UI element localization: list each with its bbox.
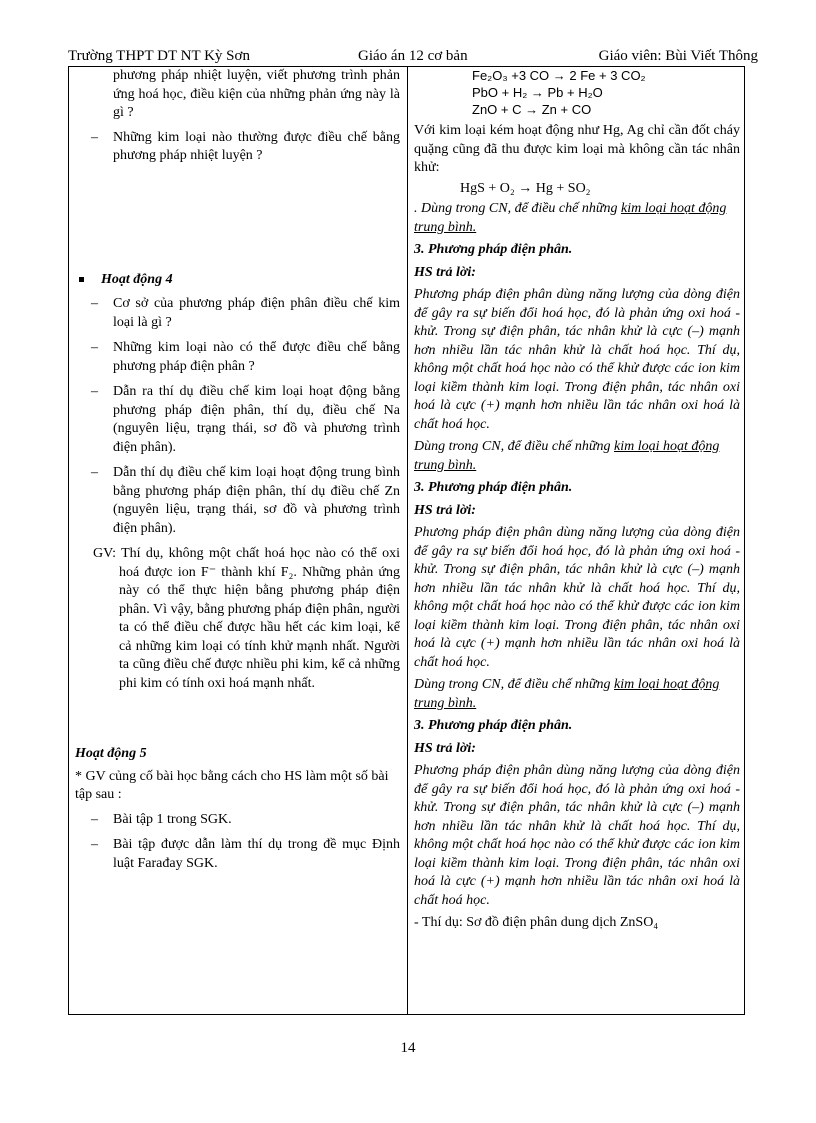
page-header [68,48,758,66]
weak-metals-text: Với kim loại kém hoạt động như Hg, Ag chỉ cần đốt cháy quặng cũng đã thu được kim loại mà không cần tác nhân khử: [414,123,740,175]
intro-continuation: phương pháp nhiệt luyện, viết phương trình phản ứng hoá học, điều kiện của những phản ứng này là gì ? [113,68,400,120]
equation-pbo: PbO + H₂ → Pb + H₂O [472,85,603,100]
student-activity-column [414,67,740,933]
subject-title: Giáo án 12 cơ bản [358,48,468,64]
activity-4-title: Hoạt động 4 [75,271,400,290]
equation-fe2o3: Fe₂O₃ +3 CO → 2 Fe + 3 CO₂ [472,68,646,83]
section-title: 3. Phương pháp điện phân. [414,718,573,733]
section-title: 3. Phương pháp điện phân. [414,242,573,257]
activity-5-intro: * GV củng cố bài học bằng cách cho HS làm một số bài tập sau : [75,768,389,802]
electrolysis-text: Phương pháp điện phân dùng năng lượng của dòng điện để gây ra sự biến đổi hoá học, đó là phản ứng oxi hoá - khử. Trong sự điện phân, tác nhân khử là cực (–) mạnh hơn nhiều lần tác nhân khử là chất hoá học. Thí dụ, không một chất hoá học nào có thể khử được các ion kim loại kiềm thành kim loại. Trong điện phân, tác nhân oxi hoá là cực (+) mạnh hơn nhiều lần tác nhân oxi hoá là chất hoá học. [414,525,740,670]
use-note [414,676,740,713]
use-note-prefix: Dùng trong CN, để điều chế những [414,439,611,454]
hs-answer-label: HS trả lời: [414,502,476,518]
electrolysis-text: Phương pháp điện phân dùng năng lượng của dòng điện để gây ra sự biến đổi hoá học, đó là phản ứng oxi hoá - khử. Trong sự điện phân, tác nhân khử là cực (–) mạnh hơn nhiều lần tác nhân khử là chất hoá học. Thí dụ, không một chất hoá học nào có thể khử được các ion kim loại kiềm thành kim loại. Trong điện phân, tác nhân oxi hoá là cực (+) mạnh hơn nhiều lần tác nhân oxi hoá là chất hoá học. [414,763,740,908]
equation-hgs: HgS + O₂ → Hg + SO₂ [460,180,591,196]
section-title: 3. Phương pháp điện phân. [414,480,573,495]
school-name: Trường THPT DT NT Kỳ Sơn [68,48,250,64]
activity-4-item: – Dẫn ra thí dụ điều chế kim loại hoạt động bằng phương pháp điện phân, thí dụ, điều chế Na (nguyên liệu, trạng thái, sơ đồ và phương trình điện phân). [75,383,400,457]
activity-5-title: Hoạt động 5 [75,746,147,761]
example-text: - Thí dụ: Sơ đồ điện phân dung dịch ZnSO₄ [414,915,659,930]
gv-note: GV: Thí dụ, không một chất hoá học nào có thể oxi hoá được ion F⁻ thành khí F₂. Những phản ứng này có thể thực hiện bằng phương pháp điện phân. Vì vậy, bằng phương pháp điện phân, người ta có thể điều chế được hầu hết các kim loại, kể cả những kim loại có tính khử mạnh nhất. Người ta cũng điều chế được nhiều phi kim, kể cả những phi kim có tính oxi hoá mạnh nhất. [93,546,400,691]
activity-5-item: – Bài tập 1 trong SGK. [75,811,400,830]
activity-4-item: – Dẫn thí dụ điều chế kim loại hoạt động trung bình bằng phương pháp điện phân, thí dụ điều chế Zn (nguyên liệu, trạng thái, sơ đồ và phương trình điện phân). [75,464,400,538]
lesson-table [68,66,745,1015]
question-thermal: – Những kim loại nào thường được điều chế bằng phương pháp nhiệt luyện ? [75,129,400,166]
use-note-underlined: kim loại hoạt động trung bình. [414,677,720,711]
teacher-name: Giáo viên: Bùi Viết Thông [598,48,758,64]
use-note-underlined: kim loại hoạt động trung bình. [414,439,720,473]
use-note [414,200,740,237]
teacher-activity-column [75,67,400,880]
use-note-prefix: Dùng trong CN, để điều chế những [414,677,611,692]
electrolysis-text: Phương pháp điện phân dùng năng lượng của dòng điện để gây ra sự biến đổi hoá học, đó là phản ứng oxi hoá - khử. Trong sự điện phân, tác nhân khử là cực (–) mạnh hơn nhiều lần tác nhân khử là chất hoá học. Thí dụ, không một chất hoá học nào có thể khử được các ion kim loại kiềm thành kim loại. Trong điện phân, tác nhân oxi hoá là cực (+) mạnh hơn nhiều lần tác nhân oxi hoá là chất hoá học. [414,287,740,432]
hs-answer-label: HS trả lời: [414,740,476,756]
column-divider [407,67,408,1014]
activity-4-item: – Cơ sở của phương pháp điện phân điều chế kim loại là gì ? [75,295,400,332]
use-note-underlined: kim loại hoạt động trung bình. [414,201,727,235]
activity-4-item: – Những kim loại nào có thể được điều chế bằng phương pháp điện phân ? [75,339,400,376]
activity-5-item: – Bài tập được dẫn làm thí dụ trong đề mục Định luật Farađay SGK. [75,836,400,873]
equation-zno: ZnO + C → Zn + CO [472,102,592,117]
use-note-prefix: . Dùng trong CN, để điều chế những [414,201,618,216]
use-note [414,438,740,475]
page-number: 14 [400,1040,416,1056]
hs-answer-label: HS trả lời: [414,264,476,280]
